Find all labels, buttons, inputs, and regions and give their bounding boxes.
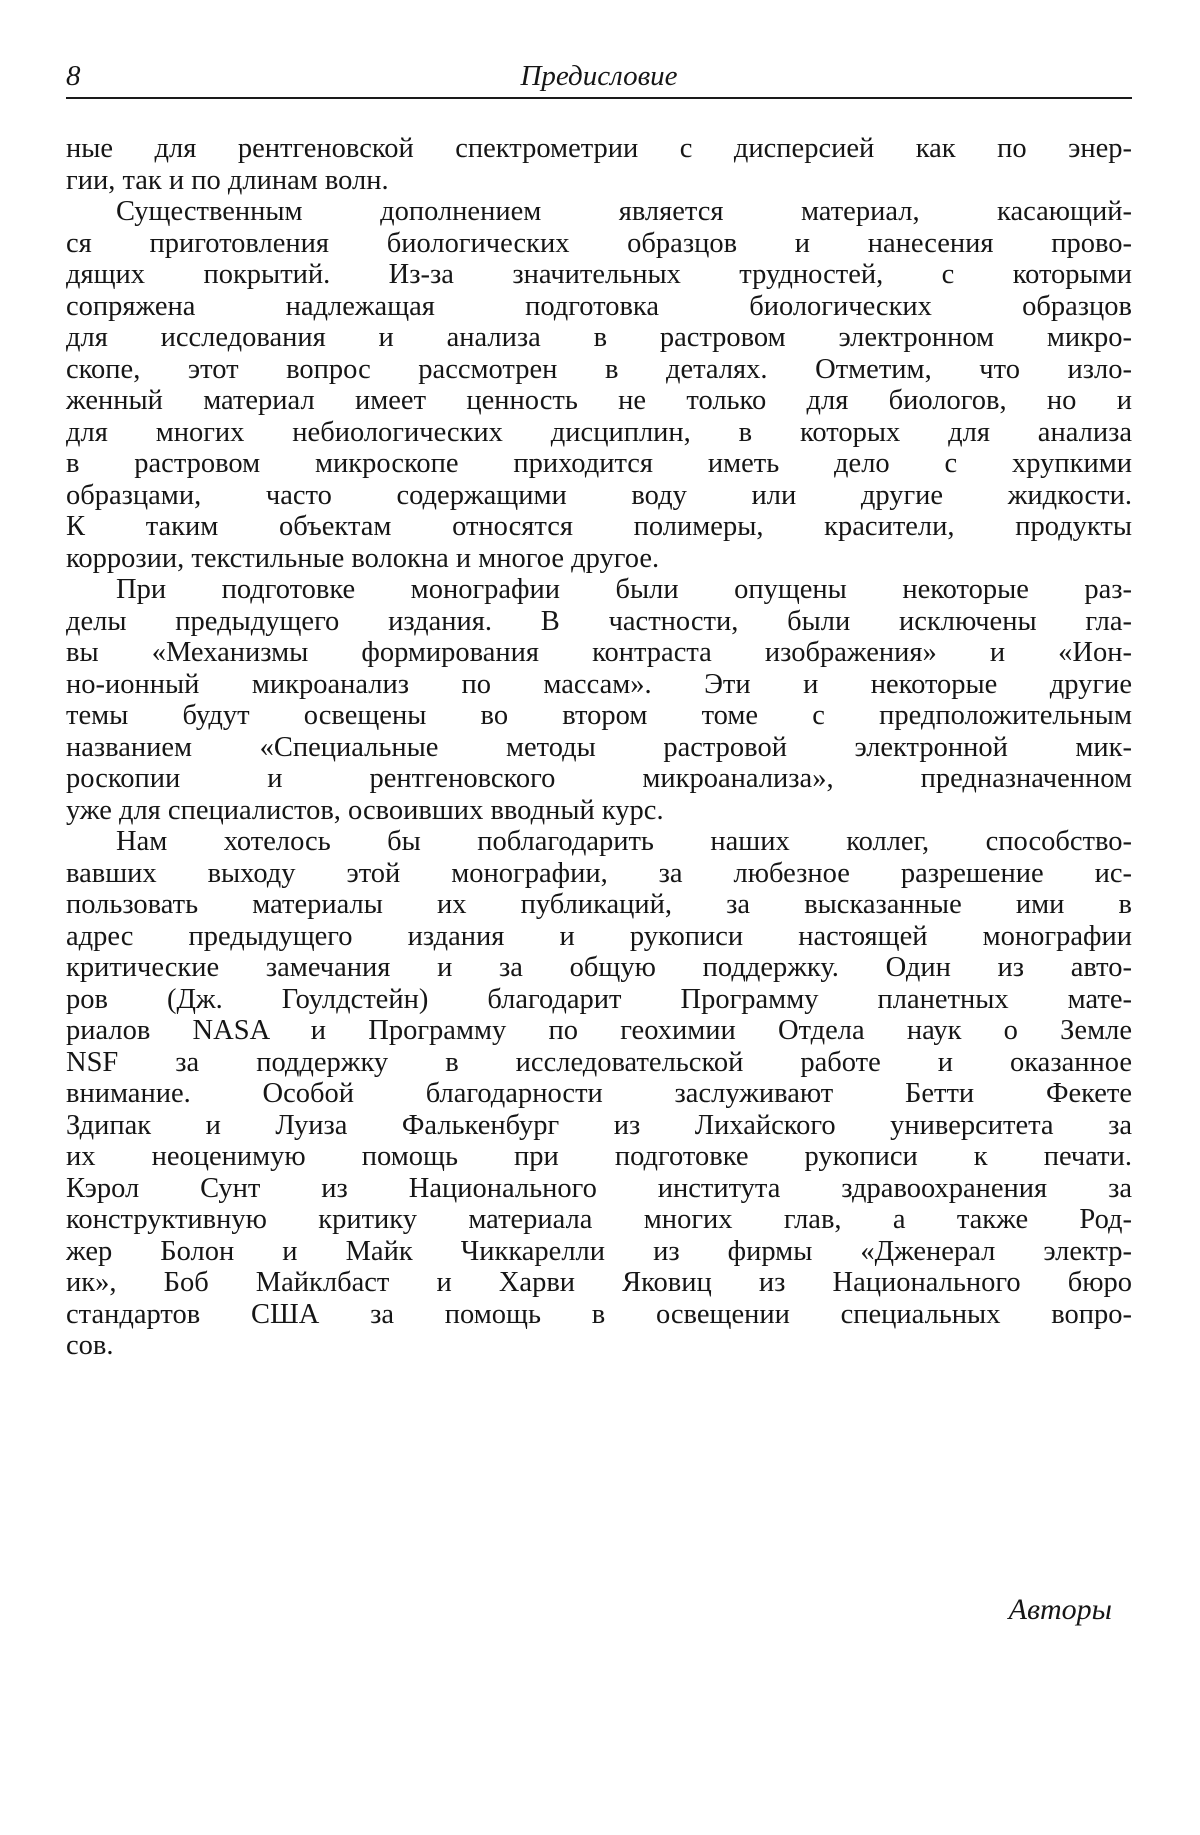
text-line: вавших выходу этой монографии, за любезное разрешение ис- — [66, 857, 1132, 889]
text-line: Существенным дополнением является материал, касающий- — [116, 196, 1132, 227]
text-line: названием «Специальные методы растровой электронной мик- — [66, 731, 1132, 763]
text-line: вы «Механизмы формирования контраста изображения» и «Ион- — [66, 637, 1132, 668]
signature-authors: Авторы — [1008, 1593, 1112, 1626]
text-line: адрес предыдущего издания и рукописи настоящей монографии — [66, 920, 1132, 952]
text-line: ров (Дж. Гоулдстейн) благодарит Программу планетных мате- — [66, 983, 1132, 1015]
text-line: ся приготовления биологических образцов и нанесения прово- — [66, 227, 1132, 259]
text-line: пользовать материалы их публикаций, за высказанные ими в — [66, 889, 1132, 920]
text-line: внимание. Особой благодарности заслуживают Бетти Фекете — [66, 1078, 1132, 1109]
text-line: ик», Боб Майклбаст и Харви Яковиц из Национального бюро — [66, 1267, 1132, 1298]
paragraph-biological-samples — [66, 196, 1132, 574]
text-line: Нам хотелось бы поблагодарить наших коллег, способство- — [116, 826, 1132, 857]
header-rule — [66, 97, 1132, 99]
text-line: делы предыдущего издания. В частности, были исключены гла- — [66, 605, 1132, 637]
text-line: коррозии, текстильные волокна и многое другое. — [66, 542, 660, 574]
text-line: К таким объектам относятся полимеры, красители, продукты — [66, 511, 1132, 542]
text-line: конструктивную критику материала многих глав, а также Род- — [66, 1204, 1132, 1235]
text-line: для исследования и анализа в растровом электронном микро- — [66, 322, 1132, 353]
text-line: сов. — [66, 1330, 114, 1361]
text-line: их неоценимую помощь при подготовке рукописи к печати. — [66, 1141, 1132, 1172]
text-line: критические замечания и за общую поддержку. Один из авто- — [66, 952, 1132, 983]
text-line: стандартов США за помощь в освещении специальных вопро- — [66, 1298, 1132, 1330]
text-line: сопряжена надлежащая подготовка биологических образцов — [66, 290, 1132, 322]
text-line: в растровом микроскопе приходится иметь дело с хрупкими — [66, 448, 1132, 479]
text-line: гии, так и по длинам волн. — [66, 164, 389, 196]
text-line: Здипак и Луиза Фалькенбург из Лихайского университета за — [66, 1109, 1132, 1141]
text-line: дящих покрытий. Из-за значительных трудностей, с которыми — [66, 259, 1132, 290]
page-number: 8 — [66, 60, 81, 92]
paragraph-acknowledgements — [66, 826, 1132, 1362]
text-line: для многих небиологических дисциплин, в которых для анализа — [66, 416, 1132, 448]
text-line: ные для рентгеновской спектрометрии с дисперсией как по энер- — [66, 133, 1132, 164]
running-head-title: Предисловие — [520, 60, 678, 92]
text-line: женный материал имеет ценность не только для биологов, но и — [66, 385, 1132, 416]
text-line: темы будут освещены во втором томе с предположительным — [66, 700, 1132, 731]
text-line: скопе, этот вопрос рассмотрен в деталях. Отметим, что изло- — [66, 353, 1132, 385]
paragraph-continuation — [66, 133, 1132, 196]
text-line: При подготовке монографии были опущены некоторые раз- — [116, 574, 1132, 605]
running-head — [66, 58, 1132, 102]
body-text — [66, 133, 1132, 1362]
text-line: образцами, часто содержащими воду или другие жидкости. — [66, 479, 1132, 511]
text-line: NSF за поддержку в исследовательской работе и оказанное — [66, 1046, 1132, 1078]
text-line: но-ионный микроанализ по массам». Эти и некоторые другие — [66, 668, 1132, 700]
text-line: жер Болон и Майк Чиккарелли из фирмы «Дженерал электр- — [66, 1235, 1132, 1267]
text-line: риалов NASA и Программу по геохимии Отдела наук о Земле — [66, 1015, 1132, 1046]
paragraph-omitted-sections — [66, 574, 1132, 826]
text-line: Кэрол Сунт из Национального института здравоохранения за — [66, 1172, 1132, 1204]
text-line: роскопии и рентгеновского микроанализа», предназначенном — [66, 763, 1132, 794]
text-line: уже для специалистов, освоивших вводный курс. — [66, 794, 664, 826]
